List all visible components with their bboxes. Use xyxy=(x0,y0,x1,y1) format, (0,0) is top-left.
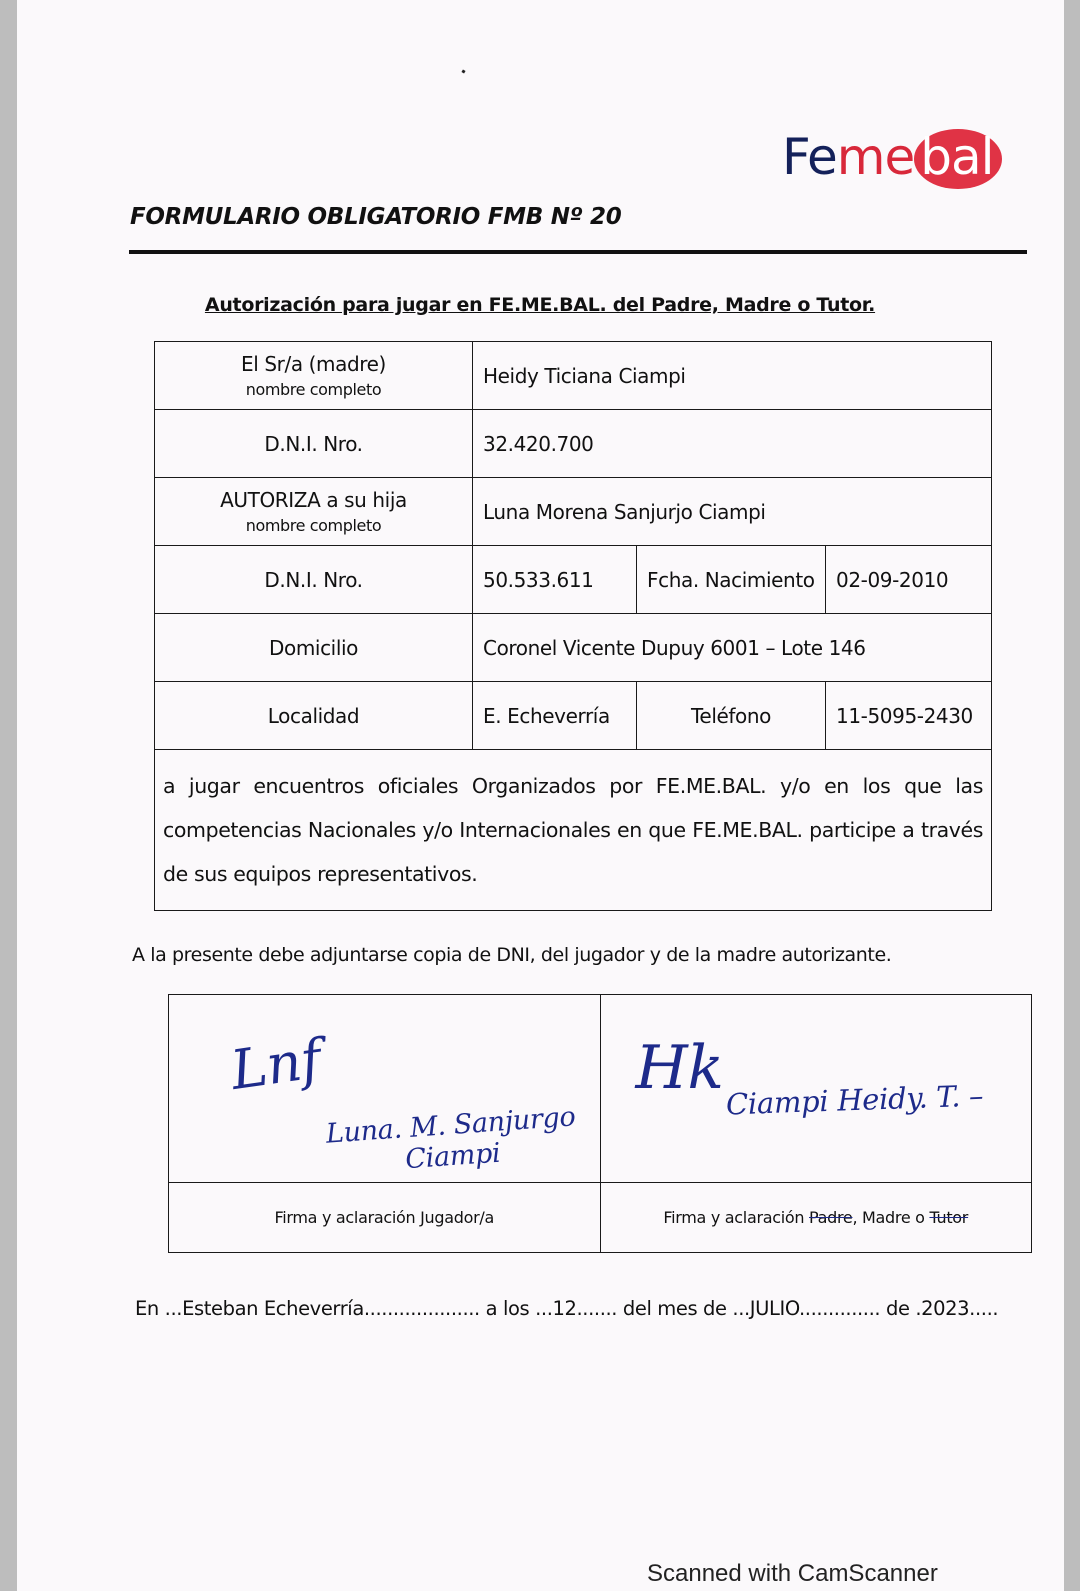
parent-signature-box[interactable] xyxy=(600,995,1032,1183)
daughter-dni-field[interactable]: 50.533.611 xyxy=(473,546,637,614)
parent-handwritten-name: Ciampi Heidy. T. – xyxy=(724,1078,984,1122)
table-row xyxy=(155,682,992,750)
address-label: Domicilio xyxy=(155,614,473,682)
locality-field[interactable]: E. Echeverría xyxy=(473,682,637,750)
parent-caption-mid: , Madre o xyxy=(852,1208,930,1227)
daughter-label: AUTORIZA a su hija xyxy=(220,488,407,512)
daughter-label-cell xyxy=(155,478,473,546)
daughter-sublabel: nombre completo xyxy=(245,516,382,535)
mother-name-field[interactable]: Heidy Ticiana Ciampi xyxy=(473,342,992,410)
locality-label: Localidad xyxy=(155,682,473,750)
birth-date-label: Fcha. Nacimiento xyxy=(637,546,826,614)
parent-caption-prefix: Firma y aclaración xyxy=(663,1208,809,1227)
logo-part-fe: Fe xyxy=(782,128,837,186)
mother-dni-label: D.N.I. Nro. xyxy=(155,410,473,478)
form-subtitle: Autorización para jugar en FE.ME.BAL. del Padre, Madre o Tutor. xyxy=(204,294,876,316)
form-title: FORMULARIO OBLIGATORIO FMB Nº 20 xyxy=(130,204,622,230)
player-signature-box[interactable] xyxy=(169,995,601,1183)
player-signature-caption: Firma y aclaración Jugador/a xyxy=(169,1183,601,1253)
mother-dni-field[interactable]: 32.420.700 xyxy=(473,410,992,478)
signature-row xyxy=(169,995,1032,1183)
logo-part-me: me xyxy=(836,128,915,186)
femebal-logo xyxy=(782,122,1032,192)
signature-table xyxy=(168,994,1032,1253)
phone-field[interactable]: 11-5095-2430 xyxy=(826,682,992,750)
caption-row xyxy=(169,1183,1032,1253)
mother-label: El Sr/a (madre) xyxy=(241,352,386,376)
daughter-dni-label: D.N.I. Nro. xyxy=(155,546,473,614)
logo-part-bal: bal xyxy=(914,129,1001,189)
scan-speck xyxy=(461,69,465,73)
table-row xyxy=(155,410,992,478)
birth-date-field[interactable]: 02-09-2010 xyxy=(826,546,992,614)
authorization-text: a jugar encuentros oficiales Organizados por FE.ME.BAL. y/o en los que las competencias Nacionales y/o Internacionales en que FE.ME.BAL. participe a través de sus equipos representativos. xyxy=(155,750,992,911)
document-page xyxy=(17,0,1064,1591)
address-field[interactable]: Coronel Vicente Dupuy 6001 – Lote 146 xyxy=(473,614,992,682)
mother-label-cell xyxy=(155,342,473,410)
attachment-note: A la presente debe adjuntarse copia de DNI, del jugador y de la madre autorizante. xyxy=(132,944,892,966)
table-row xyxy=(155,342,992,410)
table-row xyxy=(155,478,992,546)
mother-sublabel: nombre completo xyxy=(245,380,382,399)
player-signature-scribble: Lnf xyxy=(227,1027,325,1102)
authorization-table xyxy=(154,341,992,911)
table-row xyxy=(155,546,992,614)
parent-signature-caption xyxy=(600,1183,1032,1253)
player-handwritten-name: Luna. M. Sanjurgo Ciampi xyxy=(324,1101,577,1176)
camscanner-watermark: Scanned with CamScanner xyxy=(647,1560,938,1587)
struck-word-padre: Padre xyxy=(809,1208,853,1227)
table-row xyxy=(155,614,992,682)
struck-word-tutor: Tutor xyxy=(929,1208,969,1227)
phone-label: Teléfono xyxy=(637,682,826,750)
place-date-line: En ...Esteban Echeverría.................... a los ...12....... del mes de ...JULIO.............. de .2023..... xyxy=(135,1297,999,1320)
daughter-name-field[interactable]: Luna Morena Sanjurjo Ciampi xyxy=(473,478,992,546)
table-row xyxy=(155,750,992,911)
header-divider xyxy=(129,250,1027,254)
parent-signature-scribble: Hk xyxy=(635,1033,724,1103)
